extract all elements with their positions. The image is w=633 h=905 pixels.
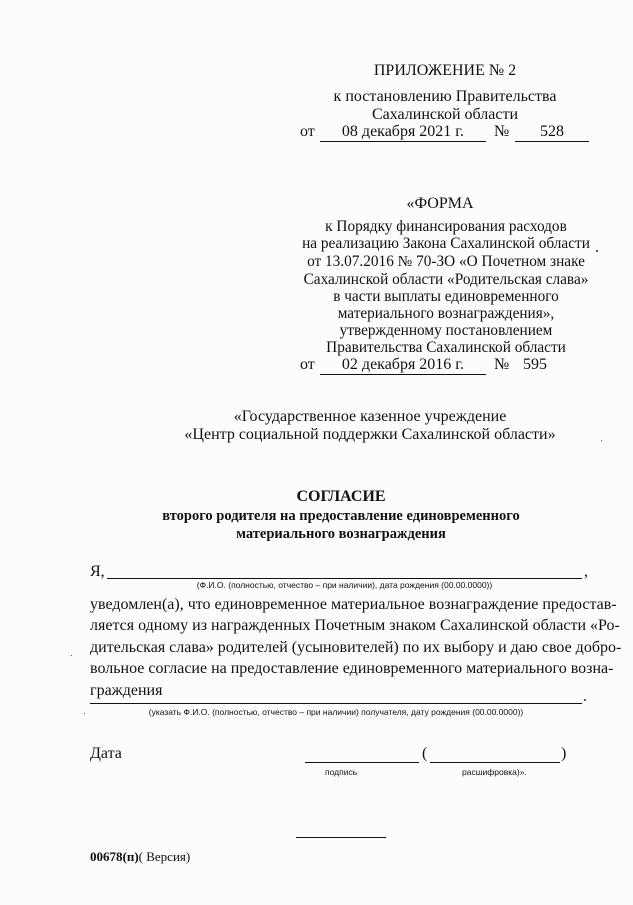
consent-text-line-3: дительская слава» родителей (усыновителей) по их выбору и даю свое добро-	[90, 639, 622, 656]
footer	[90, 849, 190, 865]
open-paren: (	[422, 745, 428, 762]
close-paren: )	[561, 745, 567, 762]
appendix-title: ПРИЛОЖЕНИЕ № 2	[373, 62, 517, 79]
appendix-from-label: от	[300, 123, 315, 140]
consent-text-line-4: вольное согласие на предоставление единовременного материального возна-	[90, 660, 614, 677]
form-line-1: к Порядку финансирования расходов	[325, 218, 567, 235]
form-number-label: №	[494, 356, 510, 373]
divider-line	[296, 837, 386, 838]
consent-subtitle-1: второго родителя на предоставление единовременного	[162, 508, 520, 524]
footer-code: 00678(п)	[90, 849, 139, 864]
appendix-date: 08 декабря 2021 г.	[320, 123, 486, 142]
scan-speck	[71, 655, 72, 656]
fio-trailing-comma: ,	[584, 563, 588, 580]
signature-field-line[interactable]	[305, 762, 419, 763]
decode-hint: расшифровка)».	[462, 767, 527, 777]
form-line-8: Правительства Сахалинской области	[326, 339, 566, 356]
form-line-7: утвержденному постановлением	[339, 322, 553, 339]
form-date: 02 декабря 2016 г.	[320, 356, 486, 375]
appendix-number-label: №	[494, 123, 510, 140]
scan-speck	[601, 440, 602, 441]
i-label: Я,	[90, 563, 105, 580]
fio-field-line[interactable]	[107, 578, 582, 579]
date-label: Дата	[90, 745, 122, 762]
signature-hint: подпись	[325, 767, 358, 777]
consent-text-line-2: ляется одному из награжденных Почетным знаком Сахалинской области «Ро-	[90, 617, 620, 634]
form-line-4: Сахалинской области «Родительская слава»	[303, 271, 589, 288]
appendix-number: 528	[515, 123, 589, 142]
form-title: «ФОРМА	[406, 195, 474, 212]
form-line-2: на реализацию Закона Сахалинской области	[302, 235, 590, 252]
fio-hint: (Ф.И.О. (полностью, отчество – при наличии), дата рождения (00.00.0000))	[196, 580, 493, 590]
appendix-line-1: к постановлению Правительства	[333, 88, 557, 105]
consent-text-line-1: уведомлен(а), что единовременное материальное вознаграждение предостав-	[90, 596, 617, 613]
scan-speck	[84, 713, 85, 714]
form-line-5: в части выплаты единовременного	[333, 288, 559, 305]
form-number: 595	[523, 356, 547, 373]
recipient-hint: (указать Ф.И.О. (полностью, отчество – при наличии) получателя, дату рождения (00.00.0000))	[148, 707, 524, 717]
form-line-3: от 13.07.2016 № 70-ЗО «О Почетном знаке	[307, 253, 585, 270]
decode-field-line[interactable]	[430, 762, 560, 763]
addressee-line-2: «Центр социальной поддержки Сахалинской области»	[184, 426, 556, 443]
recipient-end-dot: .	[583, 688, 587, 705]
footer-version: ( Версия)	[138, 849, 191, 864]
form-from-label: от	[300, 356, 315, 373]
consent-heading: СОГЛАСИЕ	[296, 488, 386, 505]
addressee-line-1: «Государственное казенное учреждение	[233, 408, 507, 425]
scan-speck	[596, 250, 598, 252]
consent-text-line-5: граждения	[90, 682, 163, 699]
recipient-field-line[interactable]	[90, 703, 582, 704]
form-line-6: материального вознаграждения»,	[337, 305, 555, 322]
appendix-line-2: Сахалинской области	[371, 106, 519, 123]
consent-subtitle-2: материального вознаграждения	[236, 526, 446, 542]
